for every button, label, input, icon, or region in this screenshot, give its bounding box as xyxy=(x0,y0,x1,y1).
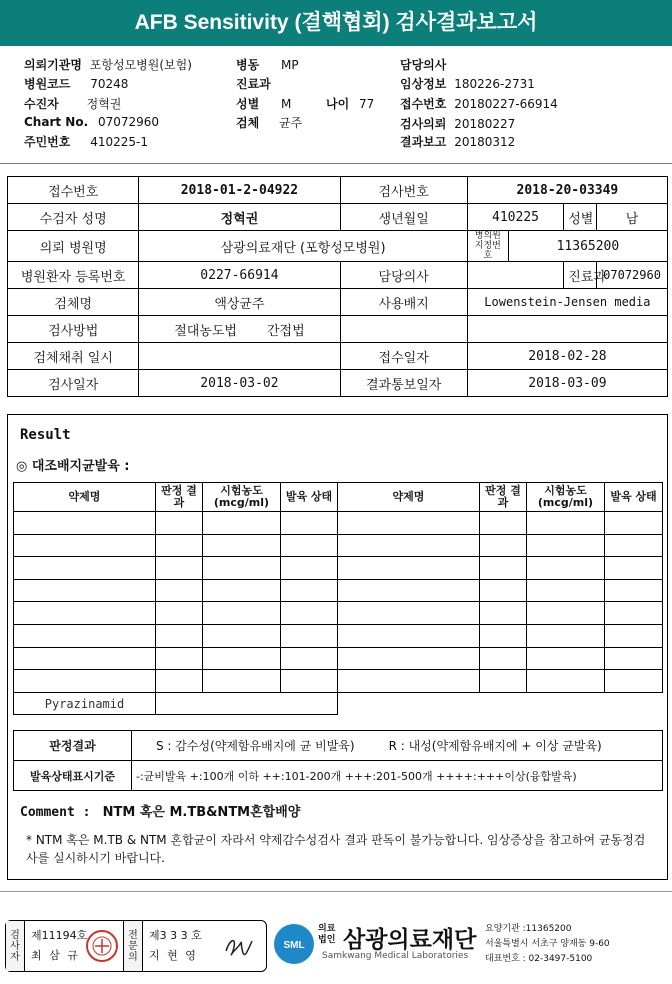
hosp-code-label: 병의원 지정번호 xyxy=(467,231,508,262)
comment: Comment : NTM 혹은 M.TB&NTM혼합배양 xyxy=(20,805,301,820)
address-block: 요양기관 :11365200 서울특별시 서초구 양재동 9-60 대표번호 : 02-3497-5100 xyxy=(485,924,610,964)
report-title: AFB Sensitivity (결핵협회) 검사결과보고서 xyxy=(0,0,672,46)
drug-pyrazinamid: Pyrazinamid xyxy=(14,692,156,715)
collect-label: 검체채취 일시 xyxy=(8,343,139,370)
resident-field: 주민번호 410225-1 xyxy=(24,135,148,149)
specimen-label: 검체명 xyxy=(8,289,139,316)
blank-cell xyxy=(340,316,467,343)
method-value: 절대농도법 간접법 xyxy=(139,316,340,343)
hosp-name: 삼광의료재단 (포항성모병원) xyxy=(139,231,467,262)
doctor-value xyxy=(467,262,563,289)
table-row xyxy=(14,602,663,625)
collect-value xyxy=(139,343,340,370)
table-row xyxy=(14,512,663,535)
growth-label: 발육상태표시기준 xyxy=(14,761,132,791)
seal-icon xyxy=(85,929,119,963)
table-row xyxy=(14,624,663,647)
test-no: 2018-20-03349 xyxy=(467,177,667,204)
notify-value: 2018-03-09 xyxy=(467,370,667,397)
table-row xyxy=(14,670,663,693)
col-growth: 발육 상태 xyxy=(281,483,338,512)
receipt-field: 접수번호 20180227-66914 xyxy=(400,97,558,111)
sex-label: 성별 xyxy=(564,204,597,231)
drug-table xyxy=(13,482,663,715)
logo-text: 삼광의료재단 xyxy=(343,926,477,952)
name-label: 수검자 성명 xyxy=(8,204,139,231)
divider xyxy=(0,163,672,164)
col-conc: 시험농도 (mcg/ml) xyxy=(203,483,281,512)
table-row xyxy=(14,534,663,557)
doctor-label: 담당의사 xyxy=(340,262,467,289)
col-drug: 약제명 xyxy=(338,483,480,512)
receipt-no-label: 접수번호 xyxy=(8,177,139,204)
control-growth: ◎ 대조배지균발육 : xyxy=(16,459,130,474)
table-row xyxy=(14,557,663,580)
receive-value: 2018-02-28 xyxy=(467,343,667,370)
divider xyxy=(0,891,672,892)
clinical-field: 임상정보 180226-2731 xyxy=(400,77,535,91)
method-label: 검사방법 xyxy=(8,316,139,343)
reg-no: 0227-66914 xyxy=(139,262,340,289)
expert-info: 제3 3 3 호 지 현 영 xyxy=(143,921,267,971)
specimen-value: 액상균주 xyxy=(139,289,340,316)
sex-value: 남 xyxy=(597,204,668,231)
hosp-label: 의뢰 병원명 xyxy=(8,231,139,262)
chart-field: Chart No. 07072960 xyxy=(24,115,160,129)
result-title: Result xyxy=(20,427,71,443)
test-date-value: 2018-03-02 xyxy=(139,370,340,397)
col-conc: 시험농도 (mcg/ml) xyxy=(527,483,605,512)
media-value: Lowenstein-Jensen media xyxy=(467,289,667,316)
code-field: 병원코드 70248 xyxy=(24,77,129,91)
col-judge: 판정 결과 xyxy=(480,483,527,512)
patient-name: 정혁권 xyxy=(139,204,340,231)
checker-info: 제11194호 최 삼 규 xyxy=(25,921,124,971)
sex-field: 성별 M xyxy=(236,97,292,111)
logo-subtitle: Samkwang Medical Laboratories xyxy=(322,951,469,961)
judge-criteria: S : 감수성(약제함유배지에 균 비발육) R : 내성(약제함유배지에 + 이상 균발육) xyxy=(132,731,663,761)
blank-cell xyxy=(467,316,667,343)
col-drug: 약제명 xyxy=(14,483,156,512)
notify-label: 결과통보일자 xyxy=(340,370,467,397)
signature-box xyxy=(5,920,267,972)
patient-field: 수진자 정혁권 xyxy=(24,97,122,111)
expert-label: 전문의 xyxy=(124,921,143,971)
signature-icon xyxy=(220,931,260,961)
judge-label: 판정결과 xyxy=(14,731,132,761)
logo-small: 의료 법인 xyxy=(318,924,336,945)
col-growth: 발육 상태 xyxy=(605,483,663,512)
reg-label: 병원환자 등록번호 xyxy=(8,262,139,289)
ward-field: 병동 MP xyxy=(236,58,299,72)
birth-date: 410225 xyxy=(467,204,563,231)
info-table xyxy=(7,176,668,397)
table-row xyxy=(14,647,663,670)
judge-table xyxy=(13,730,663,791)
svg-text:SML: SML xyxy=(283,940,305,951)
dept-value: 07072960 xyxy=(597,262,668,289)
age-field: 나이 77 xyxy=(326,97,375,111)
dept-label: 진료과 xyxy=(564,262,597,289)
test-no-label: 검사번호 xyxy=(340,177,467,204)
hospital-field: 의뢰기관명 포항성모병원(보험) xyxy=(24,58,192,72)
receipt-no: 2018-01-2-04922 xyxy=(139,177,340,204)
test-date-label: 검사일자 xyxy=(8,370,139,397)
request-field: 검사의뢰 20180227 xyxy=(400,117,516,131)
media-label: 사용배지 xyxy=(340,289,467,316)
birth-label: 생년월일 xyxy=(340,204,467,231)
report-field: 결과보고 20180312 xyxy=(400,135,516,149)
hosp-code: 11365200 xyxy=(508,231,667,262)
doctor-field: 담당의사 xyxy=(400,58,447,72)
sml-logo-icon xyxy=(272,922,316,966)
receive-label: 접수일자 xyxy=(340,343,467,370)
growth-criteria: -:균비발육 +:100개 이하 ++:101-200개 +++:201-500개 ++++:+++이상(융합발육) xyxy=(132,761,663,791)
table-row xyxy=(14,579,663,602)
specimen-field: 검체 균주 xyxy=(236,116,303,130)
table-row xyxy=(14,692,663,715)
dept-field: 진료과 xyxy=(236,77,271,91)
checker-label: 검사자 xyxy=(6,921,25,971)
comment-note: * NTM 혹은 M.TB & NTM 혼합균이 자라서 약제감수성검사 결과 판독이 불가능합니다. 임상증상을 참고하여 균동정검사를 실시하시기 바랍니다. xyxy=(26,833,646,865)
col-judge: 판정 결과 xyxy=(156,483,203,512)
